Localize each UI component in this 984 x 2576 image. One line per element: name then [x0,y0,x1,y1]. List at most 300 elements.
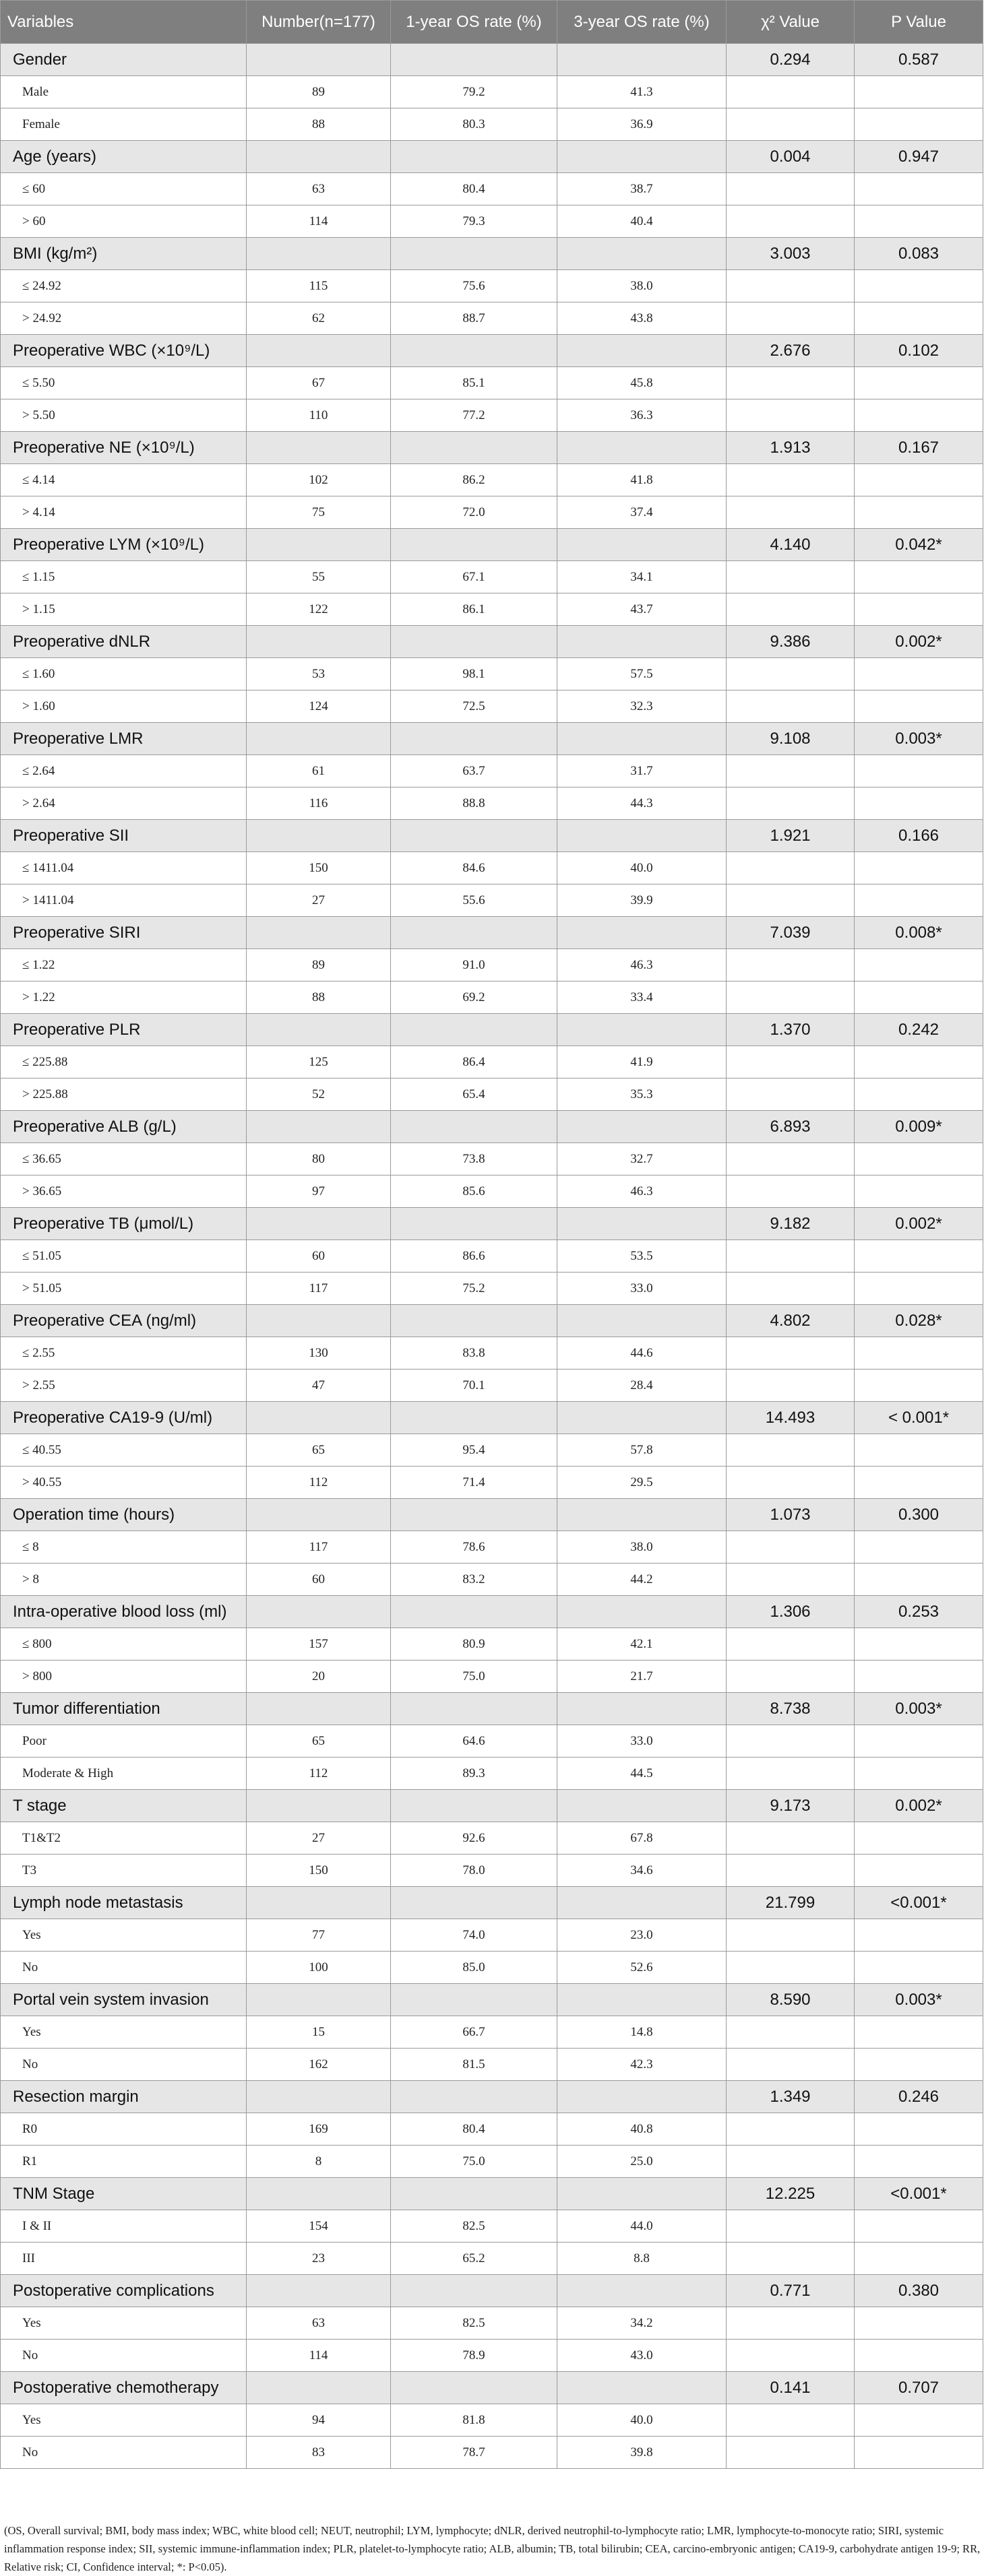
os-1yr-rate: 75.0 [391,1661,557,1693]
chi2-value: 1.913 [727,432,855,464]
patient-count: 23 [247,2243,391,2275]
variable-name: Preoperative PLR [1,1014,247,1046]
os-3yr-rate: 57.8 [557,1434,727,1467]
empty-cell [727,108,855,141]
variable-group-row [1,2081,983,2113]
p-value: 0.167 [855,432,983,464]
os-1yr-rate: 79.2 [391,76,557,108]
variable-name: Preoperative NE (×10⁹/L) [1,432,247,464]
empty-cell [557,529,727,561]
subgroup-row [1,1822,983,1855]
variable-name: Gender [1,44,247,76]
variable-group-row [1,238,983,270]
chi2-value: 1.921 [727,820,855,852]
empty-cell [391,917,557,949]
subgroup-label: ≤ 36.65 [1,1143,247,1176]
subgroup-row [1,1661,983,1693]
empty-cell [247,2275,391,2307]
p-value: <0.001* [855,2178,983,2210]
empty-cell [391,2275,557,2307]
empty-cell [727,1434,855,1467]
empty-cell [247,820,391,852]
empty-cell [727,2243,855,2275]
subgroup-row [1,561,983,593]
empty-cell [391,2372,557,2404]
chi2-value: 7.039 [727,917,855,949]
variable-name: Preoperative SII [1,820,247,852]
empty-cell [557,1984,727,2016]
os-3yr-rate: 42.1 [557,1628,727,1661]
subgroup-row [1,1434,983,1467]
os-1yr-rate: 89.3 [391,1758,557,1790]
empty-cell [247,1887,391,1919]
os-3yr-rate: 38.0 [557,1531,727,1564]
patient-count: 47 [247,1370,391,1402]
subgroup-row [1,1273,983,1305]
subgroup-label: ≤ 24.92 [1,270,247,302]
empty-cell [855,2340,983,2372]
subgroup-row [1,658,983,690]
variable-name: Preoperative WBC (×10⁹/L) [1,335,247,367]
subgroup-row [1,981,983,1014]
patient-count: 83 [247,2437,391,2469]
subgroup-row [1,76,983,108]
subgroup-label: Yes [1,2016,247,2049]
empty-cell [391,1693,557,1725]
os-1yr-rate: 80.4 [391,173,557,205]
os-1yr-rate: 66.7 [391,2016,557,2049]
empty-cell [247,1111,391,1143]
subgroup-label: Yes [1,2307,247,2340]
subgroup-label: T3 [1,1855,247,1887]
empty-cell [855,755,983,787]
empty-cell [855,2016,983,2049]
subgroup-label: ≤ 1411.04 [1,852,247,884]
os-3yr-rate: 25.0 [557,2146,727,2178]
os-1yr-rate: 77.2 [391,399,557,432]
empty-cell [247,141,391,173]
header-variables: Variables [1,1,247,44]
os-1yr-rate: 98.1 [391,658,557,690]
variable-name: Age (years) [1,141,247,173]
chi2-value: 3.003 [727,238,855,270]
patient-count: 122 [247,593,391,626]
patient-count: 112 [247,1758,391,1790]
empty-cell [727,302,855,335]
empty-cell [855,884,983,917]
patient-count: 117 [247,1531,391,1564]
subgroup-label: ≤ 60 [1,173,247,205]
header-1yr-os: 1-year OS rate (%) [391,1,557,44]
os-3yr-rate: 46.3 [557,949,727,981]
variable-group-row [1,2275,983,2307]
subgroup-label: > 51.05 [1,1273,247,1305]
empty-cell [727,2113,855,2146]
os-3yr-rate: 67.8 [557,1822,727,1855]
p-value: 0.003* [855,723,983,755]
empty-cell [391,335,557,367]
empty-cell [855,302,983,335]
empty-cell [391,141,557,173]
subgroup-row [1,852,983,884]
empty-cell [557,820,727,852]
empty-cell [727,2049,855,2081]
p-value: <0.001* [855,1887,983,1919]
chi2-value: 9.182 [727,1208,855,1240]
subgroup-label: T1&T2 [1,1822,247,1855]
os-3yr-rate: 43.0 [557,2340,727,2372]
os-3yr-rate: 46.3 [557,1176,727,1208]
subgroup-label: > 36.65 [1,1176,247,1208]
empty-cell [855,1531,983,1564]
subgroup-row [1,1855,983,1887]
empty-cell [391,1111,557,1143]
subgroup-row [1,302,983,335]
os-3yr-rate: 44.2 [557,1564,727,1596]
empty-cell [855,270,983,302]
os-1yr-rate: 86.4 [391,1046,557,1078]
patient-count: 114 [247,2340,391,2372]
os-1yr-rate: 88.8 [391,787,557,820]
patient-count: 124 [247,690,391,723]
os-1yr-rate: 81.8 [391,2404,557,2437]
patient-count: 89 [247,76,391,108]
subgroup-row [1,593,983,626]
subgroup-row [1,270,983,302]
patient-count: 27 [247,1822,391,1855]
variable-name: Postoperative complications [1,2275,247,2307]
empty-cell [247,1208,391,1240]
os-3yr-rate: 44.5 [557,1758,727,1790]
empty-cell [557,917,727,949]
patient-count: 52 [247,1078,391,1111]
os-1yr-rate: 84.6 [391,852,557,884]
empty-cell [727,496,855,529]
empty-cell [855,464,983,496]
empty-cell [391,1790,557,1822]
os-1yr-rate: 65.2 [391,2243,557,2275]
patient-count: 100 [247,1952,391,1984]
empty-cell [855,2243,983,2275]
os-1yr-rate: 82.5 [391,2210,557,2243]
subgroup-row [1,2210,983,2243]
patient-count: 154 [247,2210,391,2243]
p-value: 0.380 [855,2275,983,2307]
subgroup-row [1,2016,983,2049]
patient-count: 115 [247,270,391,302]
subgroup-row [1,1078,983,1111]
empty-cell [855,399,983,432]
patient-count: 114 [247,205,391,238]
empty-cell [727,1725,855,1758]
empty-cell [855,1564,983,1596]
variable-name: Preoperative LMR [1,723,247,755]
empty-cell [727,1855,855,1887]
empty-cell [391,1208,557,1240]
empty-cell [247,1014,391,1046]
empty-cell [727,1337,855,1370]
empty-cell [247,2372,391,2404]
os-3yr-rate: 35.3 [557,1078,727,1111]
os-3yr-rate: 33.0 [557,1273,727,1305]
subgroup-row [1,1758,983,1790]
subgroup-row [1,1564,983,1596]
p-value: 0.028* [855,1305,983,1337]
empty-cell [727,981,855,1014]
os-3yr-rate: 41.8 [557,464,727,496]
header-3yr-os: 3-year OS rate (%) [557,1,727,44]
p-value: 0.253 [855,1596,983,1628]
patient-count: 117 [247,1273,391,1305]
empty-cell [557,335,727,367]
variable-name: Operation time (hours) [1,1499,247,1531]
chi2-value: 9.386 [727,626,855,658]
empty-cell [391,1596,557,1628]
os-3yr-rate: 33.4 [557,981,727,1014]
empty-cell [855,787,983,820]
empty-cell [391,1014,557,1046]
subgroup-label: ≤ 800 [1,1628,247,1661]
os-3yr-rate: 45.8 [557,367,727,399]
os-3yr-rate: 42.3 [557,2049,727,2081]
os-1yr-rate: 78.7 [391,2437,557,2469]
empty-cell [557,723,727,755]
chi2-value: 0.771 [727,2275,855,2307]
os-3yr-rate: 38.7 [557,173,727,205]
subgroup-label: ≤ 1.15 [1,561,247,593]
variable-group-row [1,820,983,852]
subgroup-row [1,1143,983,1176]
subgroup-label: ≤ 2.64 [1,755,247,787]
empty-cell [247,2178,391,2210]
os-1yr-rate: 95.4 [391,1434,557,1467]
subgroup-row [1,787,983,820]
empty-cell [391,1402,557,1434]
variable-group-row [1,141,983,173]
chi2-value: 0.004 [727,141,855,173]
patient-count: 8 [247,2146,391,2178]
patient-count: 157 [247,1628,391,1661]
empty-cell [727,2404,855,2437]
subgroup-row [1,2404,983,2437]
os-1yr-rate: 71.4 [391,1467,557,1499]
os-3yr-rate: 34.1 [557,561,727,593]
subgroup-label: R0 [1,2113,247,2146]
variable-name: T stage [1,1790,247,1822]
p-value: 0.947 [855,141,983,173]
empty-cell [727,1628,855,1661]
chi2-value: 8.738 [727,1693,855,1725]
patient-count: 67 [247,367,391,399]
empty-cell [855,1078,983,1111]
subgroup-row [1,367,983,399]
os-3yr-rate: 39.8 [557,2437,727,2469]
patient-count: 150 [247,852,391,884]
empty-cell [557,2178,727,2210]
os-1yr-rate: 85.1 [391,367,557,399]
empty-cell [727,690,855,723]
patient-count: 62 [247,302,391,335]
empty-cell [727,2340,855,2372]
os-3yr-rate: 57.5 [557,658,727,690]
subgroup-label: ≤ 2.55 [1,1337,247,1370]
os-3yr-rate: 44.6 [557,1337,727,1370]
empty-cell [855,1628,983,1661]
patient-count: 97 [247,1176,391,1208]
os-3yr-rate: 23.0 [557,1919,727,1952]
os-3yr-rate: 32.3 [557,690,727,723]
chi2-value: 14.493 [727,1402,855,1434]
os-3yr-rate: 32.7 [557,1143,727,1176]
empty-cell [727,1370,855,1402]
subgroup-label: Poor [1,1725,247,1758]
empty-cell [855,2307,983,2340]
subgroup-label: ≤ 4.14 [1,464,247,496]
variable-name: Lymph node metastasis [1,1887,247,1919]
empty-cell [247,1790,391,1822]
empty-cell [855,1822,983,1855]
subgroup-label: Yes [1,1919,247,1952]
variable-group-row [1,1790,983,1822]
p-value: 0.042* [855,529,983,561]
empty-cell [727,1143,855,1176]
os-1yr-rate: 70.1 [391,1370,557,1402]
empty-cell [727,755,855,787]
empty-cell [391,2081,557,2113]
empty-cell [855,1919,983,1952]
empty-cell [855,949,983,981]
empty-cell [727,1078,855,1111]
subgroup-label: > 8 [1,1564,247,1596]
empty-cell [855,205,983,238]
os-1yr-rate: 63.7 [391,755,557,787]
variable-name: Preoperative CA19-9 (U/ml) [1,1402,247,1434]
empty-cell [855,981,983,1014]
subgroup-label: > 5.50 [1,399,247,432]
empty-cell [727,464,855,496]
os-3yr-rate: 14.8 [557,2016,727,2049]
p-value: 0.008* [855,917,983,949]
empty-cell [557,1305,727,1337]
os-1yr-rate: 80.9 [391,1628,557,1661]
variable-group-row [1,1111,983,1143]
subgroup-label: ≤ 5.50 [1,367,247,399]
empty-cell [727,949,855,981]
empty-cell [855,1661,983,1693]
os-1yr-rate: 83.2 [391,1564,557,1596]
variable-group-row [1,1887,983,1919]
subgroup-label: ≤ 40.55 [1,1434,247,1467]
patient-count: 88 [247,981,391,1014]
os-1yr-rate: 92.6 [391,1822,557,1855]
empty-cell [727,1919,855,1952]
empty-cell [557,626,727,658]
subgroup-row [1,2113,983,2146]
p-value: 0.102 [855,335,983,367]
os-3yr-rate: 44.0 [557,2210,727,2243]
variable-group-row [1,529,983,561]
empty-cell [557,44,727,76]
empty-cell [855,1370,983,1402]
empty-cell [855,1758,983,1790]
os-1yr-rate: 75.2 [391,1273,557,1305]
os-1yr-rate: 74.0 [391,1919,557,1952]
subgroup-label: > 1411.04 [1,884,247,917]
os-1yr-rate: 73.8 [391,1143,557,1176]
subgroup-row [1,2307,983,2340]
p-value: 0.083 [855,238,983,270]
os-3yr-rate: 40.8 [557,2113,727,2146]
empty-cell [727,76,855,108]
empty-cell [391,1499,557,1531]
os-1yr-rate: 72.5 [391,690,557,723]
patient-count: 63 [247,2307,391,2340]
empty-cell [247,1596,391,1628]
patient-count: 75 [247,496,391,529]
variable-name: Preoperative CEA (ng/ml) [1,1305,247,1337]
subgroup-label: > 1.22 [1,981,247,1014]
patient-count: 112 [247,1467,391,1499]
header-chi2: χ² Value [727,1,855,44]
empty-cell [557,2275,727,2307]
empty-cell [727,173,855,205]
chi2-value: 6.893 [727,1111,855,1143]
os-3yr-rate: 53.5 [557,1240,727,1273]
subgroup-label: No [1,2340,247,2372]
p-value: 0.002* [855,1208,983,1240]
empty-cell [727,884,855,917]
subgroup-row [1,464,983,496]
variable-group-row [1,626,983,658]
os-1yr-rate: 79.3 [391,205,557,238]
subgroup-label: ≤ 1.22 [1,949,247,981]
empty-cell [247,1693,391,1725]
empty-cell [391,723,557,755]
empty-cell [727,205,855,238]
variable-group-row [1,1984,983,2016]
patient-count: 89 [247,949,391,981]
os-3yr-rate: 40.0 [557,852,727,884]
chi2-value: 1.370 [727,1014,855,1046]
empty-cell [557,1887,727,1919]
variable-group-row [1,2372,983,2404]
subgroup-label: No [1,2049,247,2081]
p-value: 0.166 [855,820,983,852]
empty-cell [727,1531,855,1564]
subgroup-label: ≤ 51.05 [1,1240,247,1273]
os-1yr-rate: 80.3 [391,108,557,141]
chi2-value: 1.306 [727,1596,855,1628]
os-1yr-rate: 85.0 [391,1952,557,1984]
empty-cell [855,2049,983,2081]
subgroup-label: > 40.55 [1,1467,247,1499]
subgroup-label: No [1,2437,247,2469]
empty-cell [391,529,557,561]
subgroup-row [1,1628,983,1661]
empty-cell [727,561,855,593]
patient-count: 116 [247,787,391,820]
empty-cell [855,1337,983,1370]
subgroup-label: > 2.64 [1,787,247,820]
p-value: 0.707 [855,2372,983,2404]
patient-count: 80 [247,1143,391,1176]
empty-cell [557,1402,727,1434]
subgroup-label: No [1,1952,247,1984]
subgroup-row [1,690,983,723]
empty-cell [391,432,557,464]
chi2-value: 4.140 [727,529,855,561]
empty-cell [855,496,983,529]
